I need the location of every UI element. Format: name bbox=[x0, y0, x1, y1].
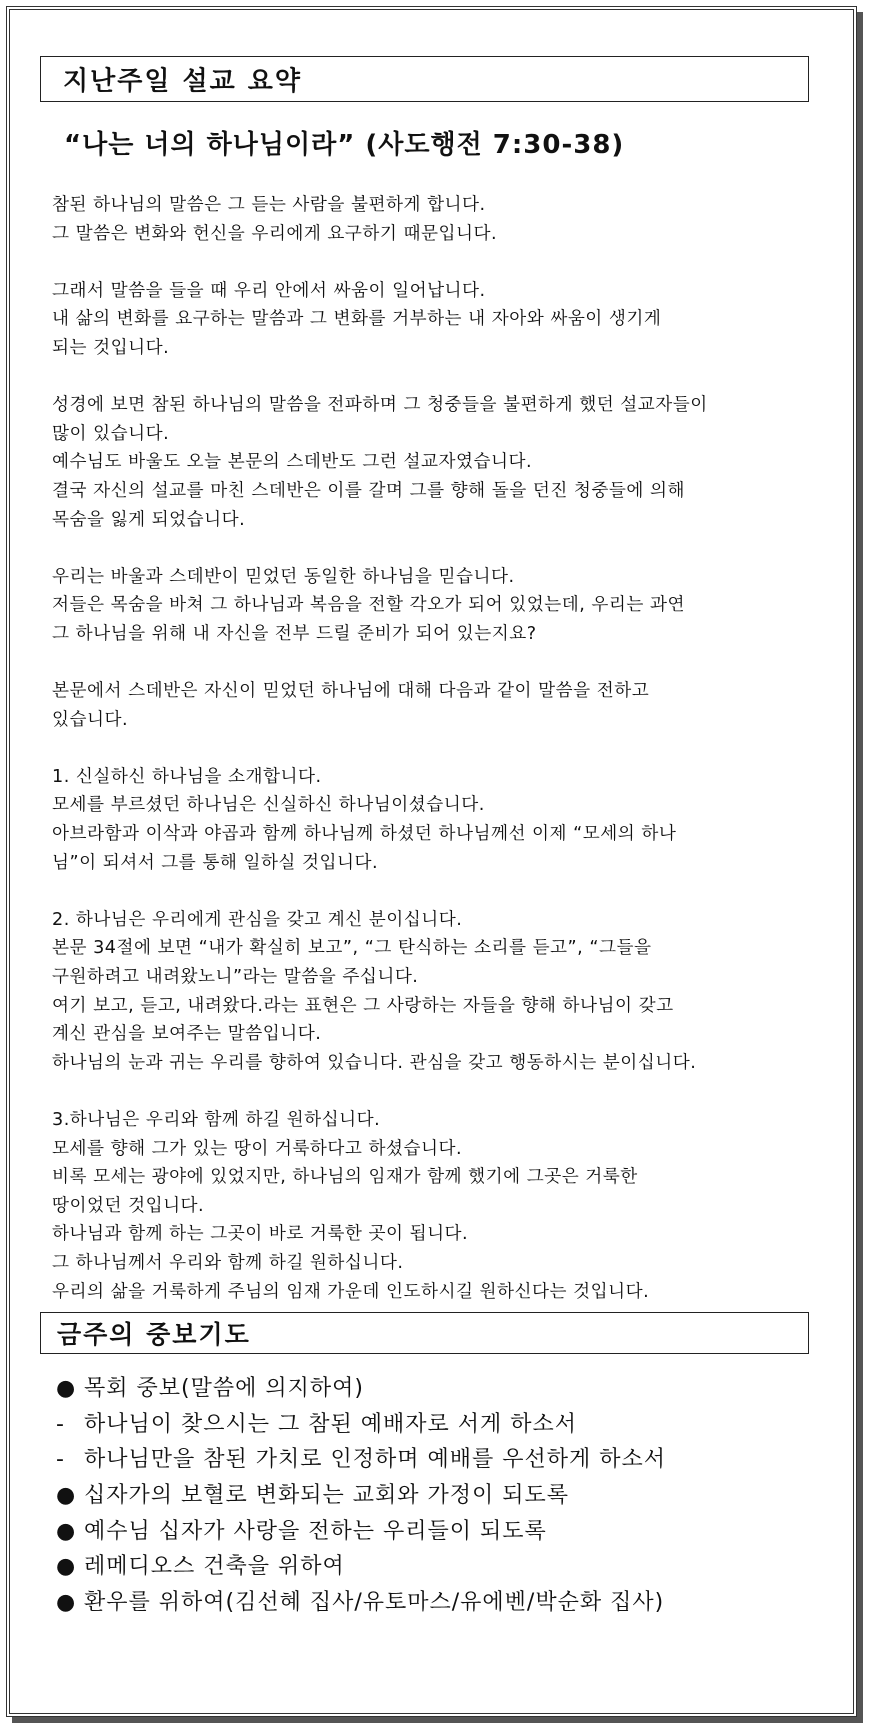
prayer-item bbox=[56, 1585, 816, 1621]
sermon-line: 아브라함과 이삭과 야곱과 함께 하나님께 하셨던 하나님께선 이제 “모세의 하나 bbox=[52, 824, 677, 845]
paragraph-gap bbox=[52, 649, 812, 678]
sermon-line: 하나님과 함께 하는 그곳이 바로 거룩한 곳이 됩니다. bbox=[52, 1224, 469, 1245]
sermon-line: 결국 자신의 설교를 마친 스데반은 이를 갈며 그를 향해 돌을 던진 청중들에 의해 bbox=[52, 480, 685, 501]
sermon-line: 그 하나님께서 우리와 함께 하길 원하십니다. bbox=[52, 1252, 404, 1273]
sermon-line: 비록 모세는 광야에 있었지만, 하나님의 임재가 함께 했기에 그곳은 거룩한 bbox=[52, 1167, 638, 1188]
paragraph-gap bbox=[52, 363, 812, 392]
prayer-item-text: 하나님이 찾으시는 그 참된 예배자로 서게 하소서 bbox=[84, 1411, 578, 1437]
dash-marker: - bbox=[56, 1447, 65, 1473]
sermon-line: 있습니다. bbox=[52, 709, 129, 730]
prayer-item bbox=[56, 1442, 816, 1478]
sermon-title: “나는 너의 하나님이라” (사도행전 7:30-38) bbox=[64, 130, 625, 160]
prayer-item-text: 예수님 십자가 사랑을 전하는 우리들이 되도록 bbox=[84, 1518, 547, 1544]
paragraph-gap bbox=[52, 534, 812, 563]
sermon-line: 예수님도 바울도 오늘 본문의 스데반도 그런 설교자였습니다. bbox=[52, 452, 533, 473]
bullet-icon: ● bbox=[56, 1590, 77, 1616]
prayer-item-text: 환우를 위하여(김선혜 집사/유토마스/유에벤/박순화 집사) bbox=[84, 1590, 665, 1616]
sermon-line: 저들은 목숨을 바쳐 그 하나님과 복음을 전할 각오가 되어 있었는데, 우리는 과연 bbox=[52, 595, 685, 616]
prayer-item bbox=[56, 1478, 816, 1514]
prayer-item bbox=[56, 1549, 816, 1585]
paragraph-gap bbox=[52, 248, 812, 277]
sermon-line: 2. 하나님은 우리에게 관심을 갖고 계신 분이십니다. bbox=[52, 909, 463, 930]
prayer-item bbox=[56, 1371, 816, 1407]
sermon-line: 본문에서 스데반은 자신이 믿었던 하나님에 대해 다음과 같이 말씀을 전하고 bbox=[52, 681, 650, 702]
sermon-line: 3.하나님은 우리와 함께 하길 원하십니다. bbox=[52, 1110, 381, 1130]
sermon-line: 모세를 향해 그가 있는 땅이 거룩하다고 하셨습니다. bbox=[52, 1138, 463, 1159]
sermon-line: 계신 관심을 보여주는 말씀입니다. bbox=[52, 1024, 322, 1045]
sermon-line: 성경에 보면 참된 하나님의 말씀을 전파하며 그 청중들을 불편하게 했던 설교자들이 bbox=[52, 395, 708, 416]
sermon-line: 그 말씀은 변화와 헌신을 우리에게 요구하기 때문입니다. bbox=[52, 223, 498, 244]
sermon-line: 1. 신실하신 하나님을 소개합니다. bbox=[52, 766, 322, 787]
prayer-item-text: 레메디오스 건축을 위하여 bbox=[84, 1554, 345, 1580]
sermon-line: 본문 34절에 보면 “내가 확실히 보고”, “그 탄식하는 소리를 듣고”, “그들을 bbox=[52, 938, 652, 959]
sermon-line: 구원하려고 내려왔노니”라는 말씀을 주십니다. bbox=[52, 967, 419, 988]
dash-marker: - bbox=[56, 1411, 65, 1437]
sermon-line: 하나님의 눈과 귀는 우리를 향하여 있습니다. 관심을 갖고 행동하시는 분이십니다. bbox=[52, 1052, 697, 1073]
bullet-icon: ● bbox=[56, 1483, 77, 1509]
prayer-item bbox=[56, 1407, 816, 1443]
paragraph-gap bbox=[52, 1077, 812, 1106]
prayer-item-text: 하나님만을 참된 가치로 인정하며 예배를 우선하게 하소서 bbox=[84, 1447, 667, 1473]
sermon-line: 많이 있습니다. bbox=[52, 423, 170, 444]
prayer-item-text: 십자가의 보혈로 변화되는 교회와 가정이 되도록 bbox=[84, 1483, 570, 1509]
sermon-line: 우리는 바울과 스데반이 믿었던 동일한 하나님을 믿습니다. bbox=[52, 566, 515, 587]
prayer-header-label: 금주의 중보기도 bbox=[57, 1320, 251, 1349]
prayer-list bbox=[56, 1371, 816, 1621]
sermon-line: 여기 보고, 듣고, 내려왔다.라는 표현은 그 사랑하는 자들을 향해 하나님이 갖고 bbox=[52, 995, 674, 1016]
prayer-header bbox=[40, 1312, 809, 1354]
bullet-icon: ● bbox=[56, 1518, 77, 1544]
paragraph-gap bbox=[52, 734, 812, 763]
sermon-line: 우리의 삶을 거룩하게 주님의 임재 가운데 인도하시길 원하신다는 것입니다. bbox=[52, 1281, 650, 1302]
sermon-line: 참된 하나님의 말씀은 그 듣는 사람을 불편하게 합니다. bbox=[52, 195, 486, 215]
sermon-summary-header-label: 지난주일 설교 요약 bbox=[63, 66, 303, 97]
sermon-line: 내 삶의 변화를 요구하는 말씀과 그 변화를 거부하는 내 자아와 싸움이 생기게 bbox=[52, 309, 662, 330]
sermon-body bbox=[52, 191, 812, 1306]
sermon-line: 되는 것입니다. bbox=[52, 337, 170, 358]
sermon-line: 그 하나님을 위해 내 자신을 전부 드릴 준비가 되어 있는지요? bbox=[52, 623, 537, 644]
sermon-line: 님”이 되셔서 그를 통해 일하실 것입니다. bbox=[52, 852, 379, 873]
prayer-item bbox=[56, 1514, 816, 1550]
sermon-line: 그래서 말씀을 들을 때 우리 안에서 싸움이 일어납니다. bbox=[52, 280, 486, 301]
prayer-item-text: 목회 중보(말씀에 의지하여) bbox=[84, 1376, 364, 1401]
sermon-line: 목숨을 잃게 되었습니다. bbox=[52, 509, 246, 530]
paragraph-gap bbox=[52, 877, 812, 906]
sermon-line: 모세를 부르셨던 하나님은 신실하신 하나님이셨습니다. bbox=[52, 795, 485, 816]
bullet-icon: ● bbox=[56, 1376, 77, 1401]
bullet-icon: ● bbox=[56, 1554, 77, 1580]
sermon-summary-header bbox=[40, 56, 809, 102]
sermon-line: 땅이었던 것입니다. bbox=[52, 1195, 205, 1216]
